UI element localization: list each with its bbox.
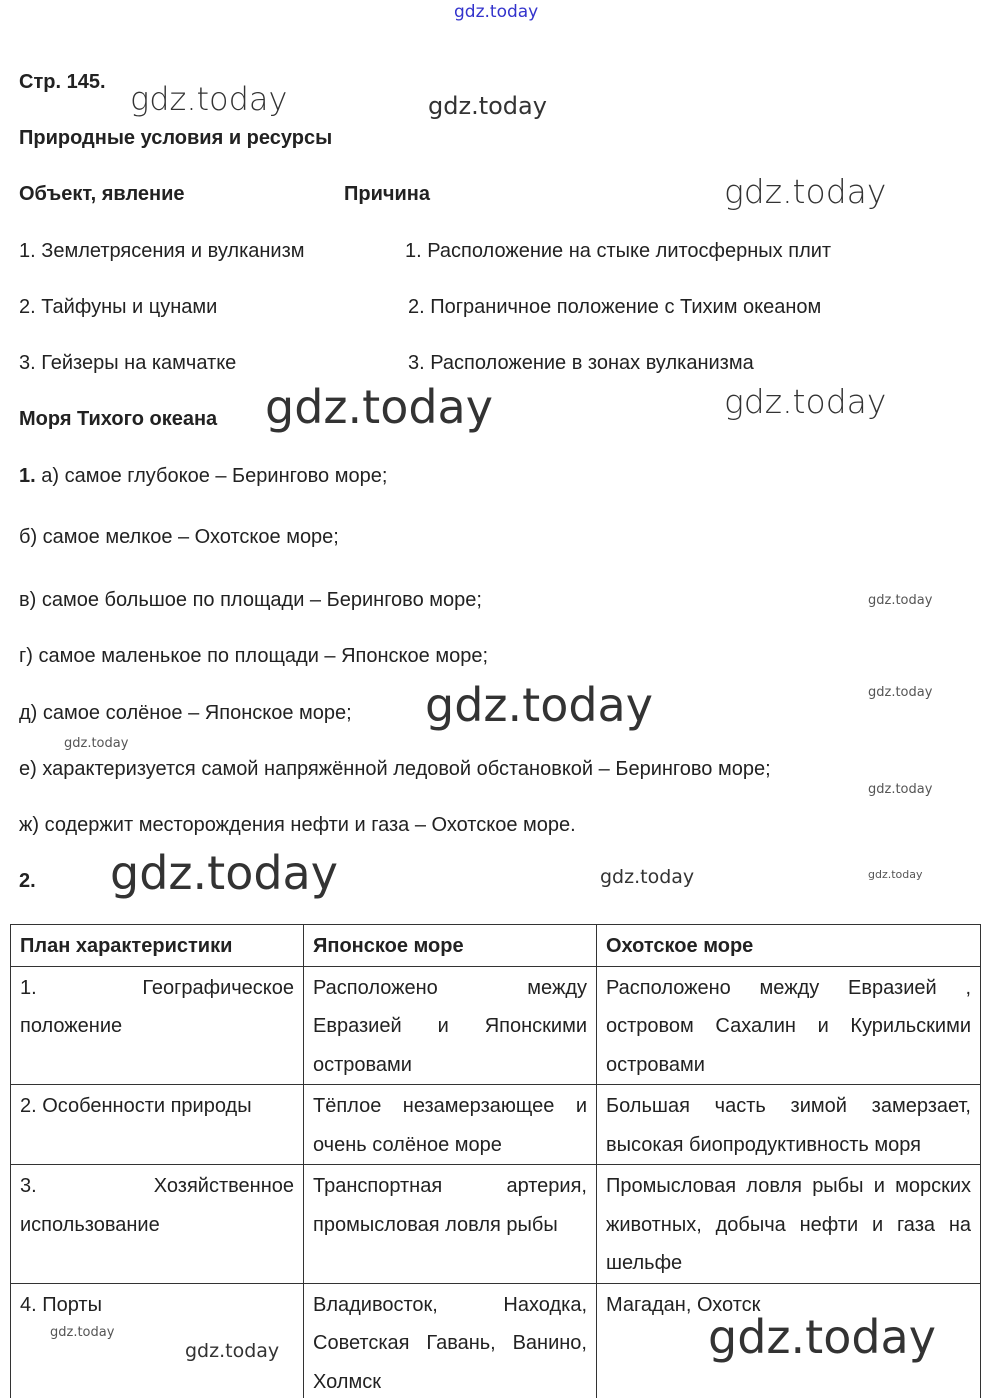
cause: 1. Расположение на стыке литосферных плит — [405, 240, 832, 262]
watermark: gdz.today — [110, 846, 338, 900]
table-row: 2. Особенности природы Тёплое незамерзающее и очень солёное море Большая часть зимой замерзает, высокая биопродуктивность моря — [11, 1085, 981, 1165]
answer-item: ж) содержит месторождения нефти и газа – Охотское море. — [19, 814, 576, 836]
answer-item: г) самое маленькое по площади – Японское море; — [19, 645, 489, 667]
answer-item: е) характеризуется самой напряжённой ледовой обстановкой – Берингово море; — [19, 758, 771, 780]
answer-item: б) самое мелкое – Охотское море; — [19, 526, 339, 548]
answer-item: д) самое солёное – Японское море; — [19, 702, 352, 724]
cause: 3. Расположение в зонах вулканизма — [408, 352, 754, 374]
section-title: Моря Тихого океана — [19, 408, 218, 430]
phenomenon: 3. Гейзеры на камчатке — [19, 352, 237, 374]
answer-item: в) самое большое по площади – Берингово море; — [19, 589, 482, 611]
watermark: gdz.today — [708, 1310, 936, 1364]
question-number: 2. — [19, 870, 36, 892]
watermark: gdz.today — [185, 1340, 280, 1362]
page-reference: Стр. 145. — [19, 71, 106, 93]
watermark: gdz.today — [600, 866, 695, 888]
table-header-row: План характеристики Японское море Охотское море — [11, 925, 981, 967]
section-title: Природные условия и ресурсы — [19, 127, 333, 149]
watermark: gdz.today — [868, 593, 933, 608]
watermark: gdz.today — [868, 782, 933, 797]
watermark: gdz.today — [868, 685, 933, 700]
watermark: gdz.today — [130, 80, 288, 118]
watermark: gdz.today — [64, 736, 129, 751]
watermark: gdz.today — [50, 1325, 115, 1340]
watermark: gdz.today — [454, 2, 539, 22]
phenomenon: 1. Землетрясения и вулканизм — [19, 240, 305, 262]
column-heading: Причина — [344, 183, 430, 205]
column-heading: Объект, явление — [19, 183, 185, 205]
watermark: gdz.today — [265, 380, 493, 434]
cause: 2. Пограничное положение с Тихим океаном — [408, 296, 822, 318]
table-row: 4. Порты Владивосток, Находка, Советская Гавань, Ванино, Холмск Магадан, Охотск — [11, 1283, 981, 1398]
table-row: 1. Географическое положение Расположено между Евразией и Японскими островами Расположено между Евразией , островом Сахалин и Курильскими островами — [11, 966, 981, 1085]
phenomenon: 2. Тайфуны и цунами — [19, 296, 218, 318]
watermark: gdz.today — [724, 172, 887, 211]
watermark: gdz.today — [428, 92, 547, 120]
watermark: gdz.today — [868, 868, 923, 881]
watermark: gdz.today — [724, 382, 887, 421]
watermark: gdz.today — [425, 678, 653, 732]
answer-item: 1. а) самое глубокое – Берингово море; — [19, 465, 388, 487]
table-row: 3. Хозяйственное использование Транспортная артерия, промысловая ловля рыбы Промысловая ловля рыбы и морских животных, добыча нефти и газа на шельфе — [11, 1165, 981, 1284]
